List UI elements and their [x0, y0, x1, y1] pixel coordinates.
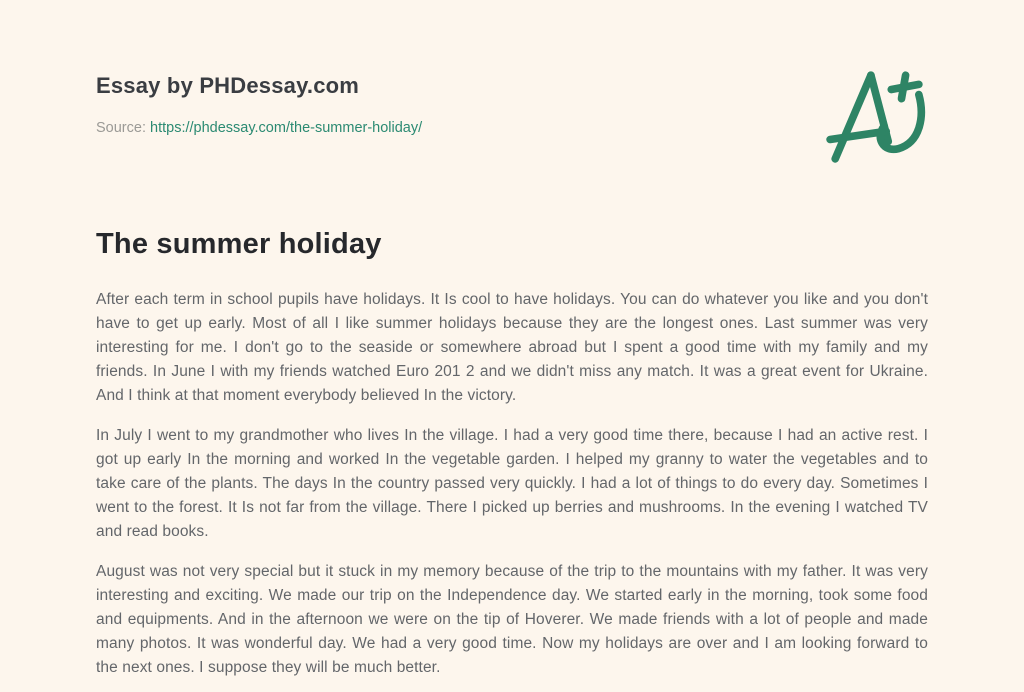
essay-paragraph-3: August was not very special but it stuck in my memory because of the trip to the mountains with my father. It was very interesting and exciting. We made our trip on the Independence day. We started early in the morning, took some food and equipments. And in the afternoon we were on the tip of Hoverer. We made friends with a lot of people and made many photos. It was wonderful day. We had a very good time. Now my holidays are over and I am looking forward to the next ones. I suppose they will be much better.	[96, 563, 928, 676]
a-plus-logo-icon	[824, 64, 928, 166]
source-url-text: https://phdessay.com/the-summer-holiday/	[150, 120, 423, 136]
page-title: Essay by PHDessay.com	[96, 73, 360, 98]
page-header	[96, 72, 928, 138]
essay-title: The summer holiday	[96, 228, 382, 260]
source-label: Source:	[96, 120, 146, 136]
essay-paragraph-2: In July I went to my grandmother who lives In the village. I had a very good time there, because I had an active rest. I got up early In the morning and worked In the vegetable garden. I helped my granny to water the vegetables and to take care of the plants. The days In the country passed very quickly. I had a lot of things to do every day. Sometimes I went to the forest. It Is not far from the village. There I picked up berries and mushrooms. In the evening I watched TV and read books.	[96, 427, 928, 540]
essay-body	[96, 288, 928, 680]
source-link[interactable]	[150, 120, 422, 136]
essay-paragraph-1: After each term in school pupils have holidays. It Is cool to have holidays. You can do whatever you like and you don't have to get up early. Most of all I like summer holidays because they are the longest ones. Last summer was very interesting for me. I don't go to the seaside or somewhere abroad but I spent a good time with my family and my friends. In June I with my friends watched Euro 201 2 and we didn't miss any match. It was a great event for Ukraine. And I think at that moment everybody believed In the victory.	[96, 291, 928, 404]
source-line	[96, 118, 928, 138]
